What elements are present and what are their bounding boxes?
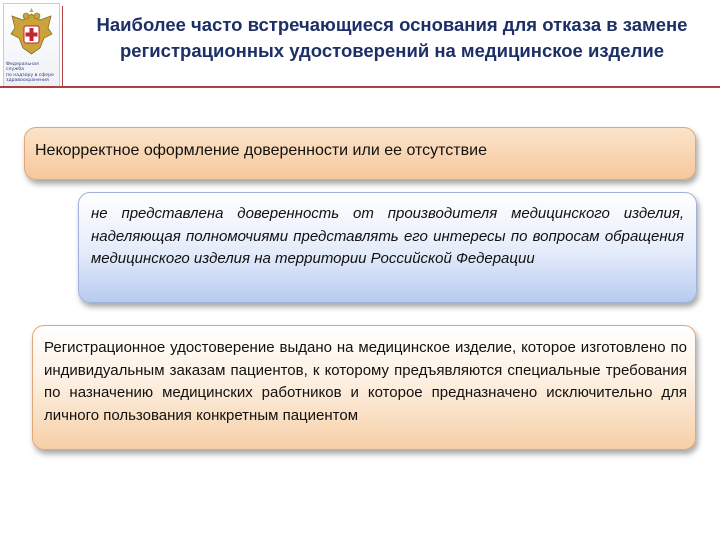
second-reason-box <box>32 325 696 450</box>
header-divider <box>0 86 720 88</box>
header-vertical-divider <box>62 6 63 86</box>
reason-detail-text: не представлена доверенность от производителя медицинского изделия, наделяющая полномочиями представлять его интересы по вопросам обращения медицинского изделия на территории Российской Федерации <box>91 205 684 267</box>
second-reason-text: Регистрационное удостоверение выдано на медицинское изделие, которое изготовлено по индивидуальным заказам пациентов, к которому предъявляются специальные требования по назначению медицинских работников и которое предназначено исключительно для личного пользования конкретным пациентом <box>44 339 687 424</box>
eagle-emblem-icon <box>10 8 53 60</box>
reason-heading-text: Некорректное оформление доверенности или ее отсутствие <box>35 142 487 159</box>
organization-logo <box>3 3 60 87</box>
reason-heading-box <box>24 127 696 180</box>
logo-caption: Федеральная служба по надзору в сфере здравоохранения <box>6 62 54 84</box>
slide-header <box>0 0 720 88</box>
reason-detail-box <box>78 192 697 303</box>
slide-title: Наиболее часто встречающиеся основания для отказа в замене регистрационных удостоверений на медицинское изделие <box>96 14 688 61</box>
